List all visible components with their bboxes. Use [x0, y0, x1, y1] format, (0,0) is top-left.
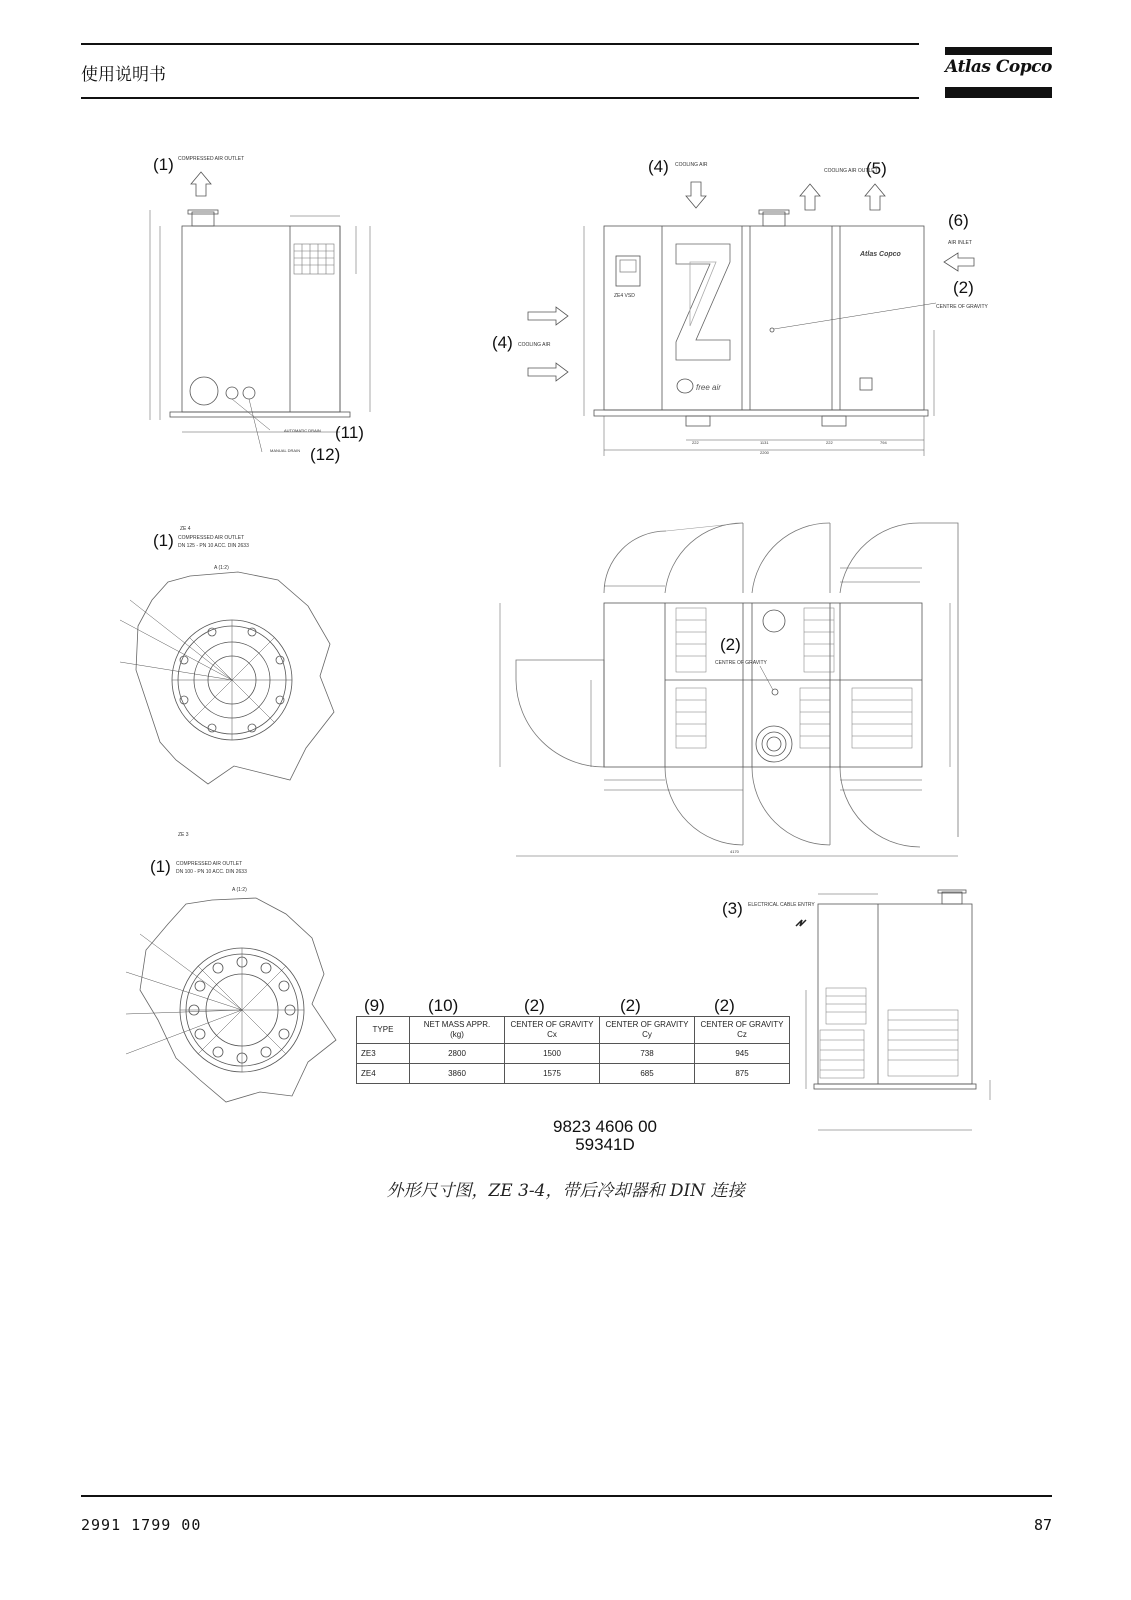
table-callout-2-cy: (2): [620, 996, 641, 1015]
model-plate: ZE4 VSD: [614, 293, 635, 299]
callout-6: (6): [948, 211, 969, 230]
document-title: 使用说明书: [81, 65, 166, 85]
part-number: 9823 4606 00: [553, 1117, 657, 1136]
cell-cy: 738: [600, 1044, 695, 1064]
table-callout-2-cz: (2): [714, 996, 735, 1015]
document-number: 2991 1799 00: [81, 1516, 202, 1534]
cell-cz: 875: [695, 1064, 790, 1084]
unit-logo-text: Atlas Copco: [860, 251, 901, 258]
page-number: 87: [1033, 1516, 1052, 1534]
ze4-view-label: A (1:2): [214, 565, 229, 571]
ze4-callout-1: (1): [153, 531, 174, 550]
ze3-flange-detail: [126, 832, 336, 1102]
callout-11-text: AUTOMATIC DRAIN: [284, 428, 321, 433]
dim-5: 2200: [760, 450, 769, 455]
cooling-air-in-arrow-icon: [528, 307, 568, 325]
side-view: [150, 155, 370, 464]
callout-6-text: AIR INLET: [948, 240, 972, 246]
table-callout-10: (10): [428, 996, 459, 1015]
dim-plan-total: 4170: [730, 849, 739, 854]
outlet-arrow-icon: [191, 172, 211, 196]
table-row: [357, 1064, 790, 1084]
air-inlet-arrow-icon: [944, 253, 974, 271]
dim-3: 222: [826, 440, 833, 445]
cell-cx: 1575: [505, 1064, 600, 1084]
footer-rule: [81, 1495, 1052, 1497]
table-callout-2-cx: (2): [524, 996, 545, 1015]
callout-1: (1): [153, 155, 174, 174]
ze3-label: ZE 3: [178, 832, 189, 838]
drawing-number: 59341D: [575, 1135, 635, 1154]
front-view: [492, 157, 989, 456]
cell-cx: 1500: [505, 1044, 600, 1064]
callout-3: (3): [722, 899, 743, 918]
ze3-view-label: A (1:2): [232, 887, 247, 893]
th-net-mass: NET MASS APPR. (kg): [410, 1017, 505, 1044]
callout-5: (5): [866, 159, 887, 178]
callout-12-text: MANUAL DRAIN: [270, 448, 301, 453]
ze3-callout-1: (1): [150, 857, 171, 876]
plan-view: [500, 523, 958, 856]
dim-2: 1131: [760, 440, 769, 445]
table-callouts: [364, 996, 735, 1015]
cooling-air-arrow-icon: [686, 182, 706, 208]
th-cog-cz: CENTER OF GRAVITY Cz: [695, 1017, 790, 1044]
dim-1: 222: [692, 440, 699, 445]
callout-2b: (2): [720, 635, 741, 654]
cable-entry-icon: [796, 920, 806, 926]
ze3-callout-1-sub: DN 100 - PN 10 ACC. DIN 2633: [176, 869, 247, 875]
ze4-callout-1-text: COMPRESSED AIR OUTLET: [178, 535, 245, 541]
callout-5-text: COOLING AIR OUTLET: [824, 168, 878, 174]
callout-2a: (2): [953, 278, 974, 297]
callout-11: (11): [335, 423, 364, 442]
th-cog-cy: CENTER OF GRAVITY Cy: [600, 1017, 695, 1044]
th-type: TYPE: [357, 1017, 410, 1044]
cooling-air-outlet-arrow-icon: [800, 184, 820, 210]
callout-12: (12): [310, 445, 341, 464]
cell-mass: 3860: [410, 1064, 505, 1084]
callout-4b-text: COOLING AIR: [518, 342, 551, 348]
table-callout-9: (9): [364, 996, 385, 1015]
drawing-numbers: [530, 1118, 680, 1154]
table-row: [357, 1044, 790, 1064]
callout-2b-text: CENTRE OF GRAVITY: [715, 660, 767, 666]
cell-type: ZE4: [357, 1064, 410, 1084]
th-cog-cx: CENTER OF GRAVITY Cx: [505, 1017, 600, 1044]
callout-4a-text: COOLING AIR: [675, 162, 708, 168]
callout-4a: (4): [648, 157, 669, 176]
svg-text:free air: free air: [696, 383, 721, 392]
callout-3-text: ELECTRICAL CABLE ENTRY: [748, 902, 815, 908]
table-header-row: [357, 1017, 790, 1044]
dim-4: 794: [880, 440, 887, 445]
cell-cz: 945: [695, 1044, 790, 1064]
ze3-callout-1-text: COMPRESSED AIR OUTLET: [176, 861, 243, 867]
logo-text: Atlas Copco: [945, 57, 1052, 77]
ze4-flange-detail: [120, 526, 334, 784]
callout-4b: (4): [492, 333, 513, 352]
ze4-label: ZE 4: [180, 526, 191, 532]
side-view-cable: [722, 890, 990, 1130]
callout-2a-text: CENTRE OF GRAVITY: [936, 304, 988, 310]
cooling-air-in-arrow-icon-2: [528, 363, 568, 381]
figure-caption: 外形尺寸图，ZE 3-4，带后冷却器和 DIN 连接: [386, 1181, 745, 1201]
ze4-callout-1-sub: DN 125 - PN 10 ACC. DIN 2633: [178, 543, 249, 549]
cell-type: ZE3: [357, 1044, 410, 1064]
cell-mass: 2800: [410, 1044, 505, 1064]
center-of-gravity-table: [356, 1016, 790, 1084]
cell-cy: 685: [600, 1064, 695, 1084]
callout-1-text: COMPRESSED AIR OUTLET: [178, 156, 245, 162]
cooling-air-outlet-arrow-icon-2: [865, 184, 885, 210]
